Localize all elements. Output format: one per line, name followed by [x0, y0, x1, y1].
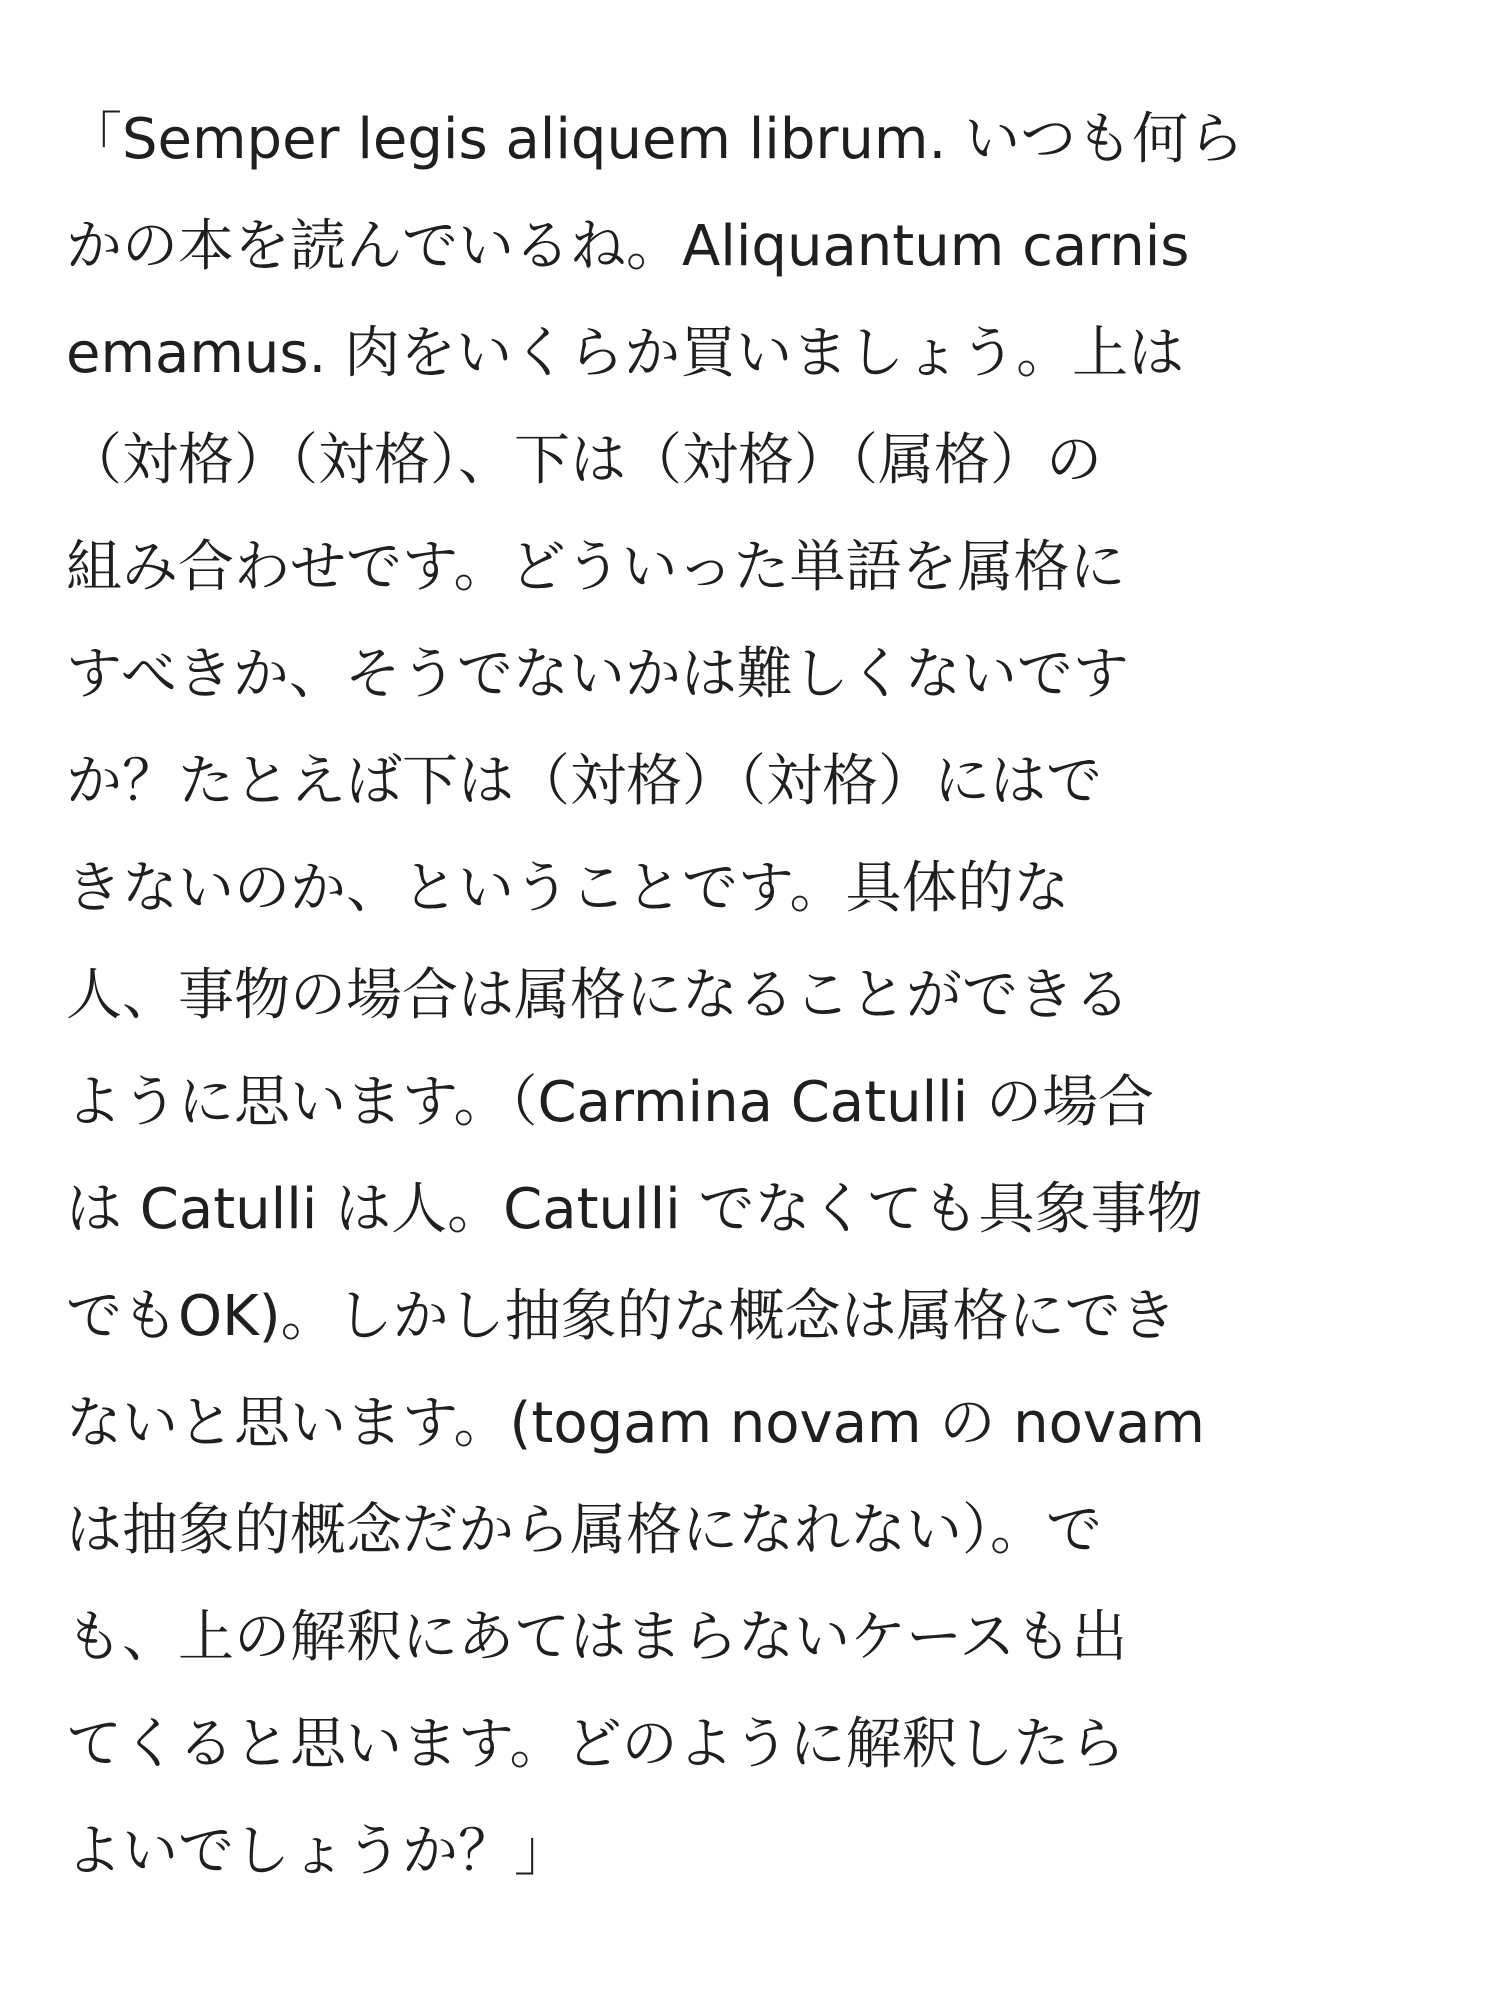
text-line: （対格）（対格）、下は（対格）（属格）の [66, 428, 1102, 493]
text-line: は抽象的概念だから属格になれない）。で [66, 1498, 1102, 1563]
text-line: emamus. 肉をいくらか買いましょう。上は [66, 321, 1185, 386]
text-line: も、上の解釈にあてはまらないケースも出 [66, 1605, 1128, 1670]
text-line: か？たとえば下は（対格）（対格）にはで [66, 749, 1102, 814]
text-line: は Catulli は人。Catulli でなくても具象事物 [66, 1177, 1203, 1242]
text-line: でもOK)。しかし抽象的な概念は属格にでき [66, 1284, 1177, 1349]
text-line: きないのか、ということです。具体的な [66, 856, 1070, 921]
text-line: すべきか、そうでないかは難しくないです [66, 642, 1129, 707]
text-line: よいでしょうか？」 [66, 1819, 570, 1884]
text-line: かの本を読んでいるね。Aliquantum carnis [66, 214, 1190, 279]
question-paragraph [66, 86, 1446, 1905]
text-line: 人、事物の場合は属格になることができる [66, 963, 1130, 1028]
text-line: 「Semper legis aliquem librum. いつも何ら [66, 107, 1245, 172]
text-line: ように思います。（Carmina Catulli の場合 [66, 1070, 1155, 1135]
text-line: てくると思います。どのように解釈したら [66, 1712, 1126, 1777]
text-line: 組み合わせです。どういった単語を属格に [66, 535, 1126, 600]
text-line: ないと思います。(togam novam の novam [66, 1391, 1205, 1456]
